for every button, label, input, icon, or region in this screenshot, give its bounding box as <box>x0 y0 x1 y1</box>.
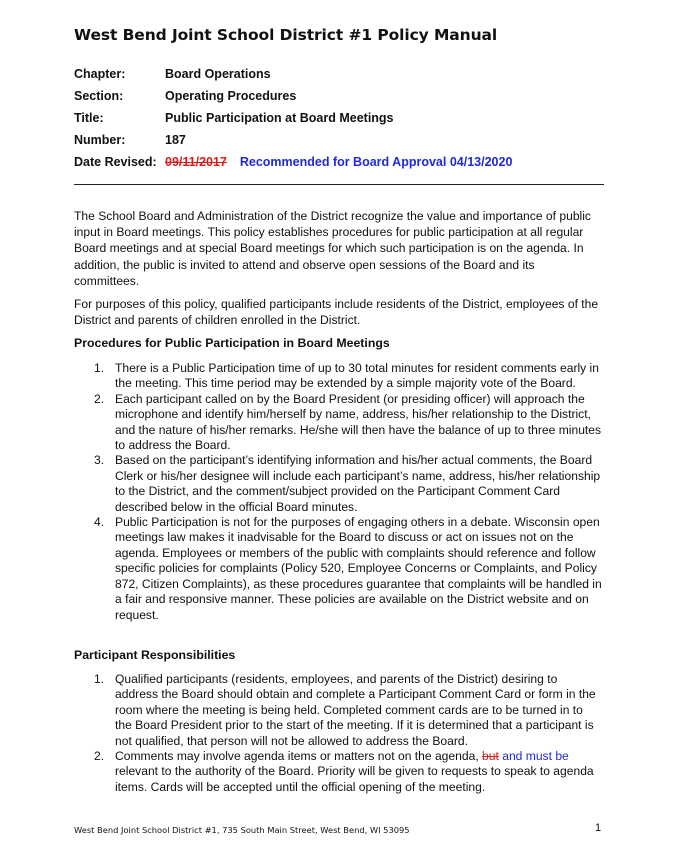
date-old: 09/11/2017 <box>165 155 227 169</box>
list-number: 4. <box>94 515 105 530</box>
list-item <box>74 672 602 749</box>
inserted-text: and must be <box>498 749 569 764</box>
date-label: Date Revised: <box>74 155 157 169</box>
list-text: Qualified participants (residents, employees, and parents of the District) desiring to address the Board should obtain and complete a Participant Comment Card or form in the room where the meeting is being held. Completed comment cards are to be turned in to the Board President prior to the start of the meeting. If it is determined that a participant is not qualified, that person will not be allowed to address the Board. <box>115 672 596 748</box>
section-label: Section: <box>74 89 124 103</box>
responsibilities-list <box>74 672 602 795</box>
list-text: Each participant called on by the Board President (or presiding officer) will approach the microphone and identify him/herself by name, address, his/her relationship to the District, and the nature of his/her remarks. He/she will then have the balance of up to three minutes to address the Board. <box>115 391 602 453</box>
date-value <box>165 155 512 169</box>
header-divider <box>74 184 604 185</box>
list-number: 2. <box>94 391 105 406</box>
list-number: 1. <box>94 361 105 375</box>
date-new: Recommended for Board Approval 04/13/2020 <box>239 155 513 169</box>
list-number: 3. <box>94 453 105 468</box>
procedures-heading: Procedures for Public Participation in Board Meetings <box>74 336 390 350</box>
procedures-list <box>74 361 602 623</box>
chapter-value: Board Operations <box>165 67 271 81</box>
list-item <box>74 392 602 454</box>
page-number: 1 <box>595 822 602 834</box>
list-text: Based on the participant’s identifying information and his/her actual comments, the Board Clerk or his/her designee will include each participant’s name, address, his/her relationship to the District, and the comment/subject provided on the Participant Comment Card described below in the official Board minutes. <box>115 453 601 514</box>
list-text: Public Participation is not for the purposes of engaging others in a debate. Wisconsin open meetings law makes it inadvisable for the Board to discuss or act on issues not on the agenda. Employees or members of the public with complaints should reference and follow specific policies for complaints (Policy 520, Employee Concerns or Complaints, and Policy 872, Citizen Complaints), as these procedures guarantee that complaints will be handled in a fair and responsive manner. These policies are available on the District website and on request. <box>115 515 602 622</box>
list-number: 2. <box>94 749 105 764</box>
list-text: There is a Public Participation time of up to 30 total minutes for resident comments early in the meeting. This time period may be extended by a simple majority vote of the Board. <box>115 361 599 391</box>
list-item <box>74 515 602 623</box>
deleted-text: but <box>482 749 499 764</box>
list-item <box>74 749 602 795</box>
number-value: 187 <box>165 133 186 147</box>
intro-paragraph-2: For purposes of this policy, qualified participants include residents of the District, employees of the District and parents of children enrolled in the District. <box>74 297 599 328</box>
chapter-label: Chapter: <box>74 67 126 81</box>
document-title: West Bend Joint School District #1 Policy Manual <box>74 26 498 44</box>
list-text-before: Comments may involve agenda items or matters not on the agenda, <box>115 749 483 764</box>
list-number: 1. <box>94 672 105 686</box>
list-item <box>74 453 602 515</box>
list-text-after: relevant to the authority of the Board. Priority will be given to requests to speak to agenda items. Cards will be accepted until the official opening of the meeting. <box>115 764 594 794</box>
footer-address: West Bend Joint School District #1, 735 South Main Street, West Bend, WI 53095 <box>74 825 410 835</box>
list-item <box>74 361 602 392</box>
responsibilities-heading: Participant Responsibilities <box>74 648 236 662</box>
section-value: Operating Procedures <box>165 89 297 103</box>
intro-paragraph-1: The School Board and Administration of the District recognize the value and importance of public input in Board meetings. This policy establishes procedures for public participation at all regular Board meetings and at special Board meetings for which such participation is on the agenda. In addition, the public is invited to attend and observe open sessions of the Board and its committees. <box>74 209 591 288</box>
number-label: Number: <box>74 133 126 147</box>
title-value: Public Participation at Board Meetings <box>165 111 394 125</box>
title-label: Title: <box>74 111 104 125</box>
